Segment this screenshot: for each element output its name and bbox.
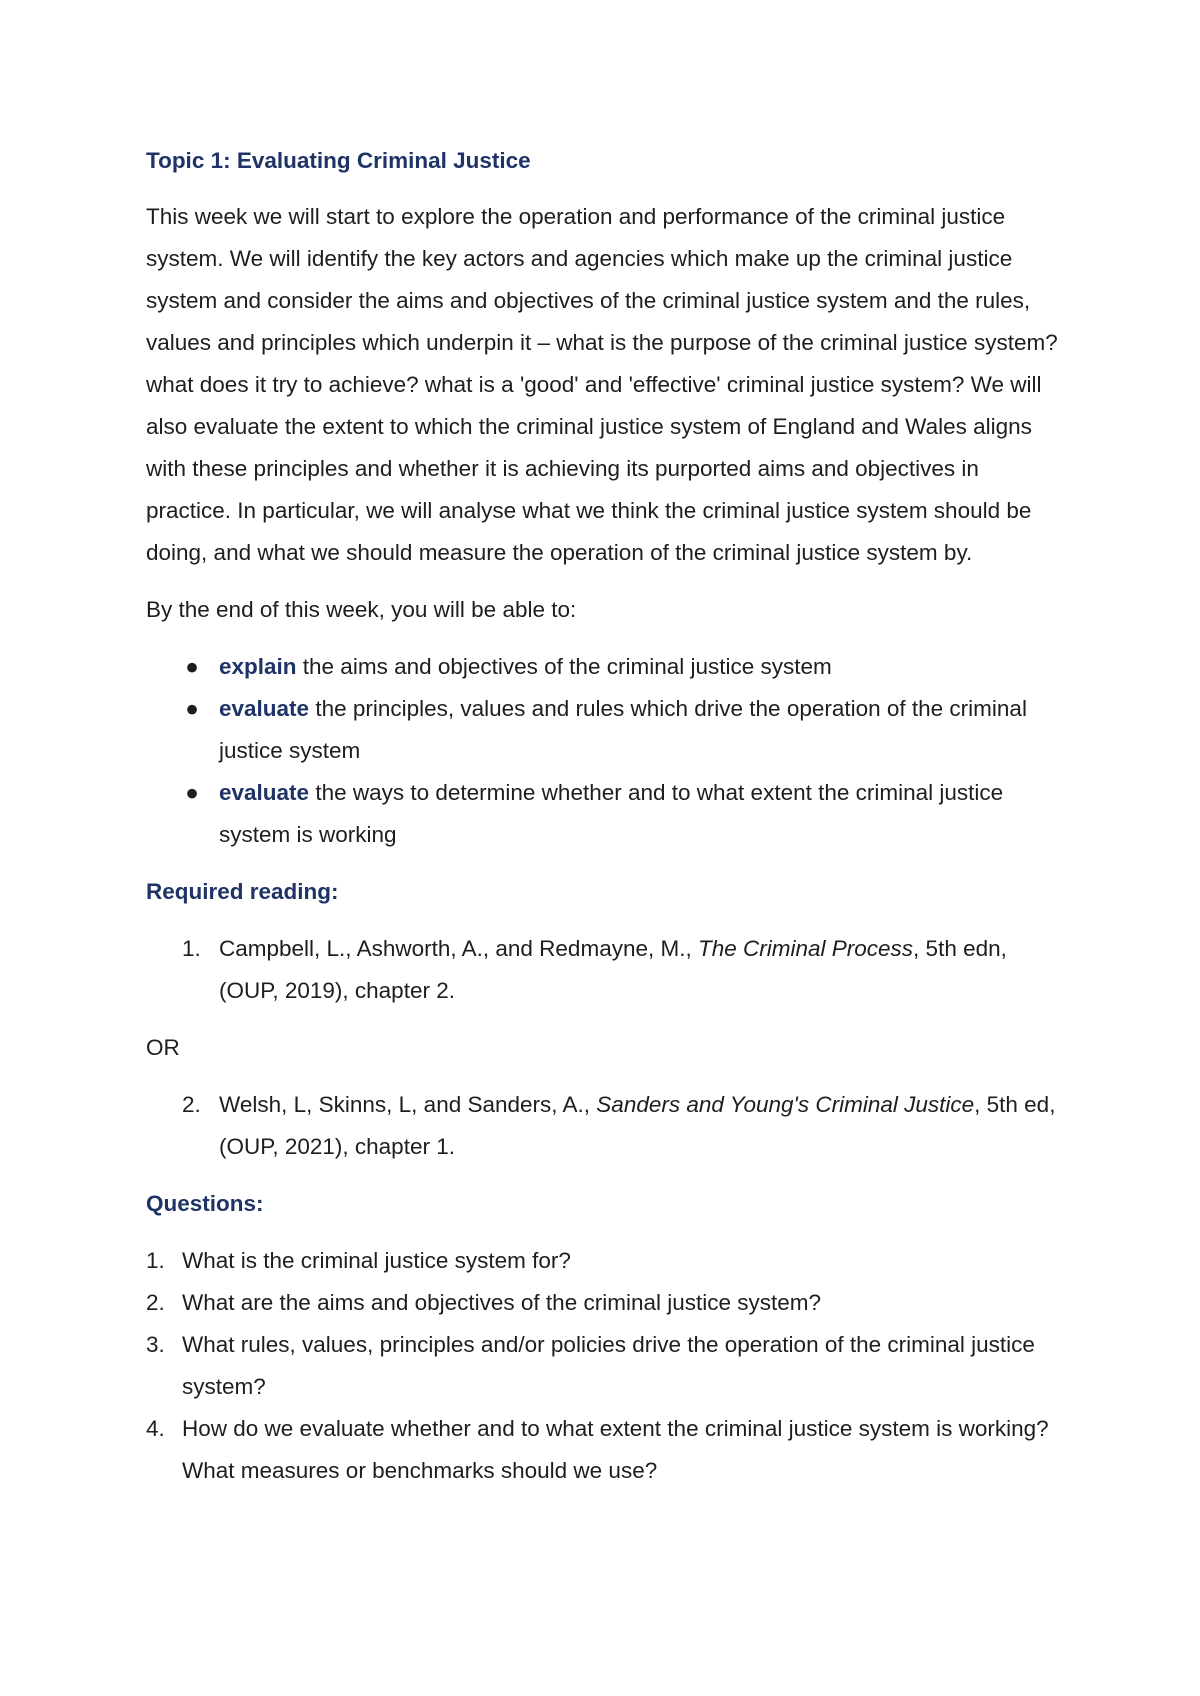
question-text: What rules, values, principles and/or policies drive the operation of the criminal justice system?: [182, 1332, 1035, 1399]
reading-details: , 5th edn, (OUP, 2019), chapter 2.: [219, 936, 1007, 1003]
required-reading-heading: Required reading:: [146, 879, 339, 904]
outcome-text: the aims and objectives of the criminal justice system: [296, 654, 832, 679]
list-item: [146, 1240, 1066, 1282]
questions-heading: Questions:: [146, 1191, 264, 1216]
reading-number: 2.: [182, 1092, 201, 1117]
bullet-icon: ●: [185, 696, 199, 721]
question-number: 1.: [146, 1248, 165, 1273]
reading-details: , 5th ed, (OUP, 2021), chapter 1.: [219, 1092, 1056, 1159]
list-item: [146, 646, 1066, 688]
reading-book-title: Sanders and Young's Criminal Justice: [596, 1092, 975, 1117]
question-text: What is the criminal justice system for?: [182, 1248, 571, 1273]
reading-authors: Welsh, L, Skinns, L, and Sanders, A.,: [219, 1092, 597, 1117]
question-number: 2.: [146, 1290, 165, 1315]
list-item: [146, 1324, 1066, 1408]
reading-item: [146, 928, 1066, 1012]
bullet-icon: ●: [185, 780, 199, 805]
question-text: What are the aims and objectives of the criminal justice system?: [182, 1290, 822, 1315]
list-item: [146, 1282, 1066, 1324]
list-item: [146, 1408, 1066, 1492]
outcome-text: the principles, values and rules which drive the operation of the criminal justice system: [219, 696, 1027, 763]
outcome-verb: evaluate: [219, 696, 310, 721]
reading-book-title: The Criminal Process: [697, 936, 914, 961]
questions-list: [146, 1240, 1066, 1492]
reading-number: 1.: [182, 936, 201, 961]
outcome-verb: evaluate: [219, 780, 310, 805]
question-number: 3.: [146, 1332, 165, 1357]
list-item: [146, 772, 1066, 856]
question-number: 4.: [146, 1416, 165, 1441]
learning-outcomes-list: [146, 646, 1066, 856]
outcome-text: the ways to determine whether and to what extent the criminal justice system is working: [219, 780, 1004, 847]
or-separator: OR: [146, 1035, 180, 1060]
list-item: [146, 688, 1066, 772]
outcomes-lead: By the end of this week, you will be able to:: [146, 597, 577, 622]
document-page: [146, 140, 1066, 1492]
reading-item: [146, 1084, 1066, 1168]
outcome-verb: explain: [219, 654, 297, 679]
page-title: Topic 1: Evaluating Criminal Justice: [146, 148, 531, 173]
bullet-icon: ●: [185, 654, 199, 679]
intro-paragraph: This week we will start to explore the operation and performance of the criminal justice system. We will identify the key actors and agencies which make up the criminal justice system and consider the aims and objectives of the criminal justice system and the rules, values and principles which underpin it – what is the purpose of the criminal justice system? what does it try to achieve? what is a 'good' and 'effective' criminal justice system? We will also evaluate the extent to which the criminal justice system of England and Wales aligns with these principles and whether it is achieving its purported aims and objectives in practice. In particular, we will analyse what we think the criminal justice system should be doing, and what we should measure the operation of the criminal justice system by.: [146, 204, 1058, 565]
reading-authors: Campbell, L., Ashworth, A., and Redmayne, M.,: [219, 936, 698, 961]
question-text: How do we evaluate whether and to what extent the criminal justice system is working? What measures or benchmarks should we use?: [182, 1416, 1049, 1483]
